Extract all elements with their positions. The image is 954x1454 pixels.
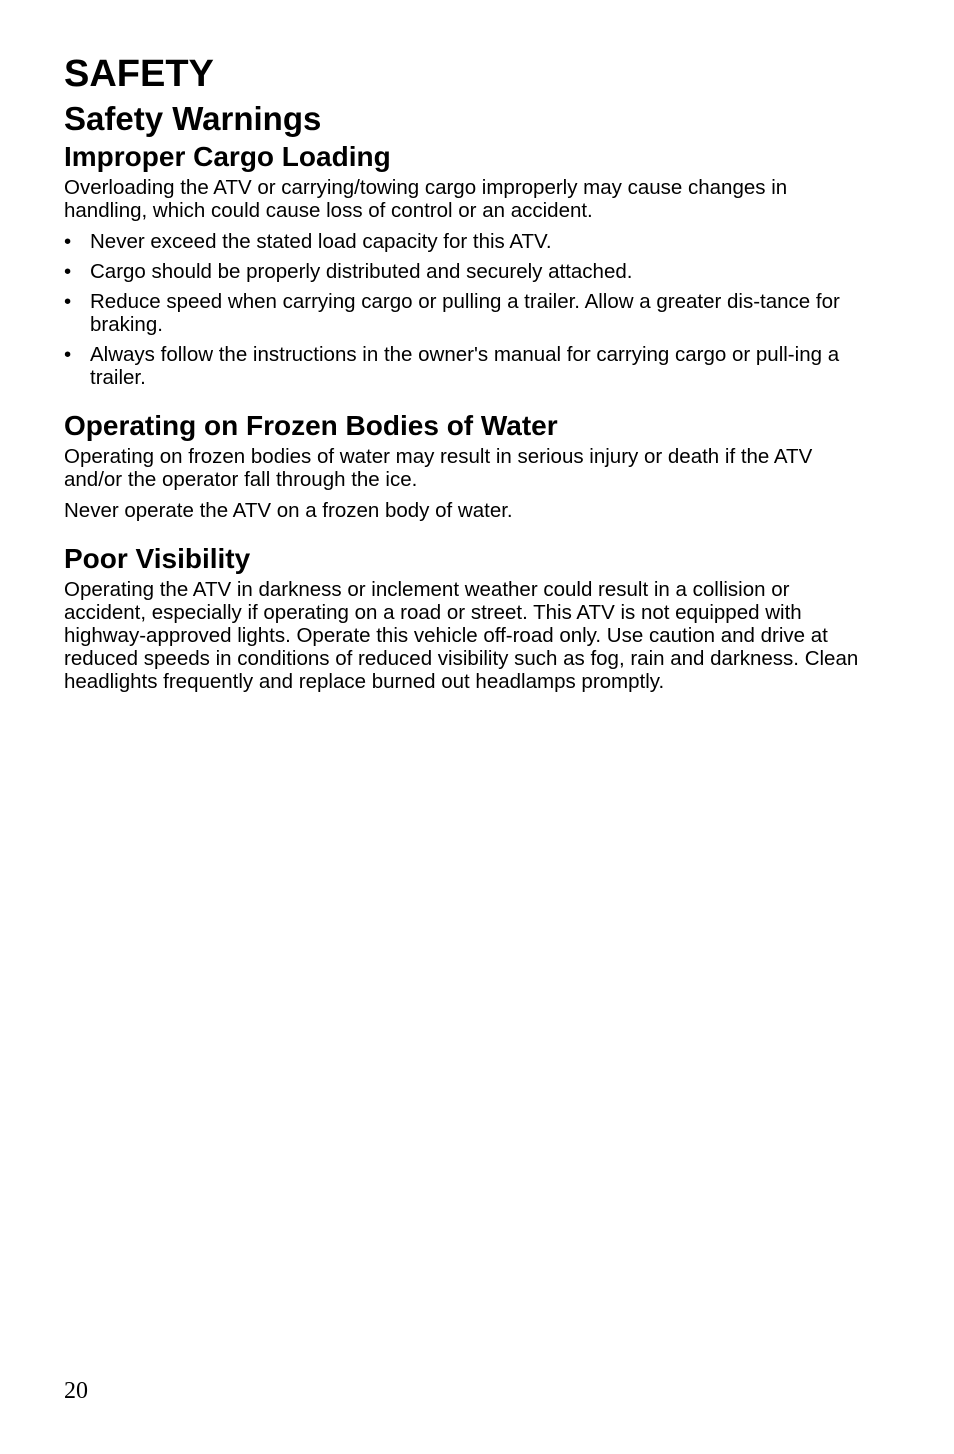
paragraph: Never operate the ATV on a frozen body of water. xyxy=(64,499,513,522)
section-title: SAFETY xyxy=(64,53,214,95)
page-number: 20 xyxy=(64,1378,88,1404)
heading-frozen-water: Operating on Frozen Bodies of Water xyxy=(64,410,558,441)
paragraph: Operating the ATV in darkness or inclement weather could result in a collision or accident, especially if operating on a road or street. This ATV is not equipped with highway-approved lights. Operate this vehicle off-road only. Use caution and drive at reduced speeds in conditions of reduced visibility such as fog, rain and darkness. Clean headlights frequently and replace burned out headlamps promptly. xyxy=(64,578,859,693)
paragraph: Overloading the ATV or carrying/towing cargo improperly may cause changes in handling, which could cause loss of control or an accident. xyxy=(64,176,788,222)
list-item-text: Never exceed the stated load capacity for this ATV. xyxy=(90,230,552,253)
list-item xyxy=(64,260,874,283)
bullet-marker: • xyxy=(64,230,72,253)
list-item-text: Always follow the instructions in the owner's manual for carrying cargo or pull-ing a trailer. xyxy=(90,343,840,389)
list-item-text: Cargo should be properly distributed and securely attached. xyxy=(90,260,633,283)
list-item xyxy=(64,290,874,336)
heading-improper-cargo-loading: Improper Cargo Loading xyxy=(64,141,391,172)
bullet-marker: • xyxy=(64,343,72,366)
bullet-marker: • xyxy=(64,290,72,313)
heading-poor-visibility: Poor Visibility xyxy=(64,543,251,574)
list-item xyxy=(64,343,874,389)
paragraph: Operating on frozen bodies of water may result in serious injury or death if the ATV and/or the operator fall through the ice. xyxy=(64,445,813,491)
bullet-list xyxy=(64,230,874,389)
list-item-text: Reduce speed when carrying cargo or pulling a trailer. Allow a greater dis-tance for braking. xyxy=(90,290,840,336)
manual-page xyxy=(64,50,874,693)
bullet-marker: • xyxy=(64,260,72,283)
subsection-title: Safety Warnings xyxy=(64,100,322,137)
list-item xyxy=(64,230,874,253)
